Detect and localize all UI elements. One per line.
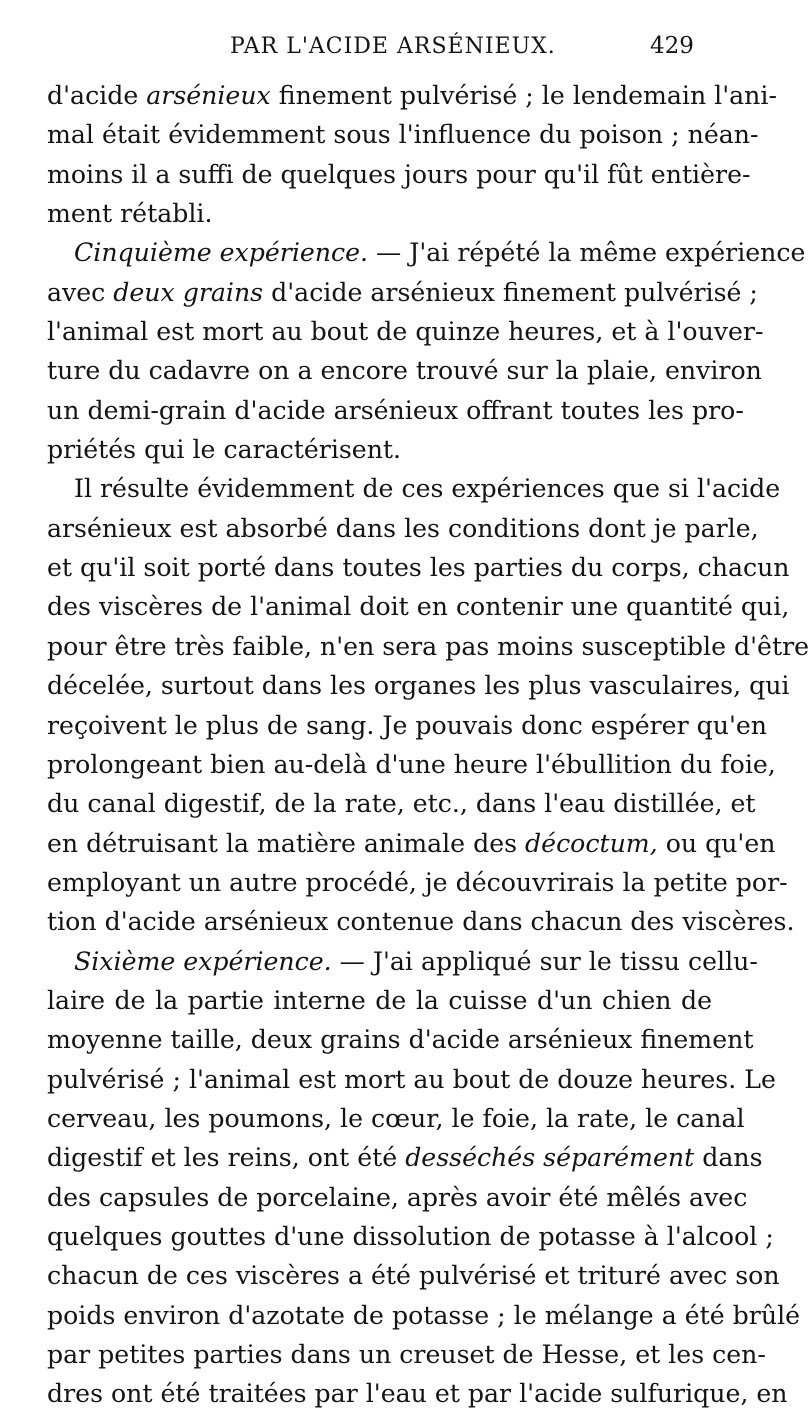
text-run: Il résulte évidemment de ces expériences que si l'acide <box>74 474 781 504</box>
body-text <box>47 76 809 1414</box>
text-line <box>47 273 758 312</box>
text-line <box>47 666 790 705</box>
text-line <box>47 745 776 784</box>
text-run: cerveau, les poumons, le cœur, le foie, la rate, le canal <box>47 1103 745 1133</box>
text-run: reçoivent le plus de sang. Je pouvais donc espérer qu'en <box>47 710 768 740</box>
text-run: du canal digestif, de la rate, etc., dans l'eau distillée, et <box>47 789 756 819</box>
text-run: laire de la partie interne de la cuisse d'un chien de <box>47 985 712 1015</box>
text-run: moins il a suffi de quelques jours pour qu'il fût entière- <box>47 159 751 189</box>
text-line <box>47 1020 754 1059</box>
text-line <box>47 233 806 272</box>
text-run: — J'ai appliqué sur le tissu cellu- <box>331 946 758 976</box>
text-line <box>47 469 781 508</box>
italic-text: arsénieux <box>146 81 271 110</box>
text-run: décelée, surtout dans les organes les plus vasculaires, qui <box>47 671 790 701</box>
text-run: pour être très faible, n'en sera pas moins susceptible d'être <box>47 631 809 661</box>
text-line <box>47 981 712 1020</box>
text-line <box>47 1256 780 1295</box>
text-run: en détruisant la matière animale des <box>47 828 526 858</box>
page-number: 429 <box>650 33 694 59</box>
text-line <box>47 824 776 863</box>
text-line <box>47 942 758 981</box>
text-run: d'acide arsénieux finement pulvérisé ; <box>263 277 758 307</box>
italic-text: Cinquième expérience. <box>74 238 369 268</box>
text-line <box>47 1099 745 1138</box>
text-run: ment rétabli. <box>47 199 213 229</box>
page-header <box>0 28 800 68</box>
text-line <box>47 706 768 745</box>
text-line <box>47 391 744 430</box>
text-run: ture du cadavre on a encore trouvé sur la plaie, environ <box>47 356 762 386</box>
text-run: arsénieux est absorbé dans les conditions dont je parle, <box>47 513 759 543</box>
text-run: des viscères de l'animal doit en contenir une quantité qui, <box>47 592 790 622</box>
text-line <box>47 587 790 626</box>
text-run: ou qu'en <box>657 828 776 858</box>
text-run: par petites parties dans un creuset de Hesse, et les cen- <box>47 1340 766 1369</box>
text-run: l'animal est mort au bout de quinze heures, et à l'ouver- <box>47 317 764 347</box>
text-line <box>47 1296 801 1335</box>
text-run: et qu'il soit porté dans toutes les parties du corps, chacun <box>47 553 790 583</box>
text-run: tion d'acide arsénieux contenue dans chacun des viscères. <box>47 907 795 937</box>
text-run: finement pulvérisé ; le lendemain l'ani- <box>270 81 777 110</box>
text-run: chacun de ces viscères a été pulvérisé et trituré avec son <box>47 1261 780 1291</box>
text-line <box>47 627 809 666</box>
text-line <box>47 902 795 941</box>
text-line <box>47 312 764 351</box>
text-line <box>47 155 751 194</box>
italic-text: Sixième expérience. <box>74 946 332 976</box>
text-run: mal était évidemment sous l'influence du poison ; néan- <box>47 120 759 150</box>
text-run: des capsules de porcelaine, après avoir été mêlés avec <box>47 1182 748 1212</box>
text-line <box>47 1335 766 1374</box>
italic-text: desséchés séparément <box>405 1143 695 1173</box>
text-line <box>47 115 759 154</box>
text-line <box>47 1138 763 1177</box>
text-run: pulvérisé ; l'animal est mort au bout de douze heures. Le <box>47 1064 776 1094</box>
text-line <box>47 194 712 233</box>
text-run: avec <box>47 277 114 307</box>
text-run: moyenne taille, deux grains d'acide arsénieux finement <box>47 1025 754 1055</box>
text-line <box>47 430 712 469</box>
text-line <box>47 1060 776 1099</box>
text-line <box>47 548 790 587</box>
text-run: — J'ai répété la même expérience <box>368 238 806 268</box>
text-run: employant un autre procédé, je découvrirais la petite por- <box>47 867 788 897</box>
text-run: d'acide <box>47 81 147 110</box>
text-line <box>47 1178 748 1217</box>
text-line <box>47 784 756 823</box>
text-line <box>47 76 777 115</box>
running-head: PAR L'ACIDE ARSÉNIEUX. <box>230 34 556 59</box>
italic-text: deux grains <box>113 277 264 307</box>
text-run: digestif et les reins, ont été <box>47 1143 406 1173</box>
text-run: prolongeant bien au-delà d'une heure l'ébullition du foie, <box>47 749 776 779</box>
text-run: quelques gouttes d'une dissolution de potasse à l'alcool ; <box>47 1221 774 1251</box>
text-run: dans <box>694 1143 763 1173</box>
text-run: priétés qui le caractérisent. <box>47 435 402 465</box>
italic-text: décoctum, <box>525 828 658 858</box>
text-run: poids environ d'azotate de potasse ; le mélange a été brûlé <box>47 1300 801 1330</box>
text-line <box>47 1374 788 1413</box>
text-line <box>47 351 762 390</box>
text-line <box>47 509 759 548</box>
text-run: dres ont été traitées par l'eau et par l'acide sulfurique, en <box>47 1379 788 1409</box>
text-line <box>47 863 788 902</box>
text-run: un demi-grain d'acide arsénieux offrant toutes les pro- <box>47 395 744 425</box>
text-line <box>47 1217 774 1256</box>
